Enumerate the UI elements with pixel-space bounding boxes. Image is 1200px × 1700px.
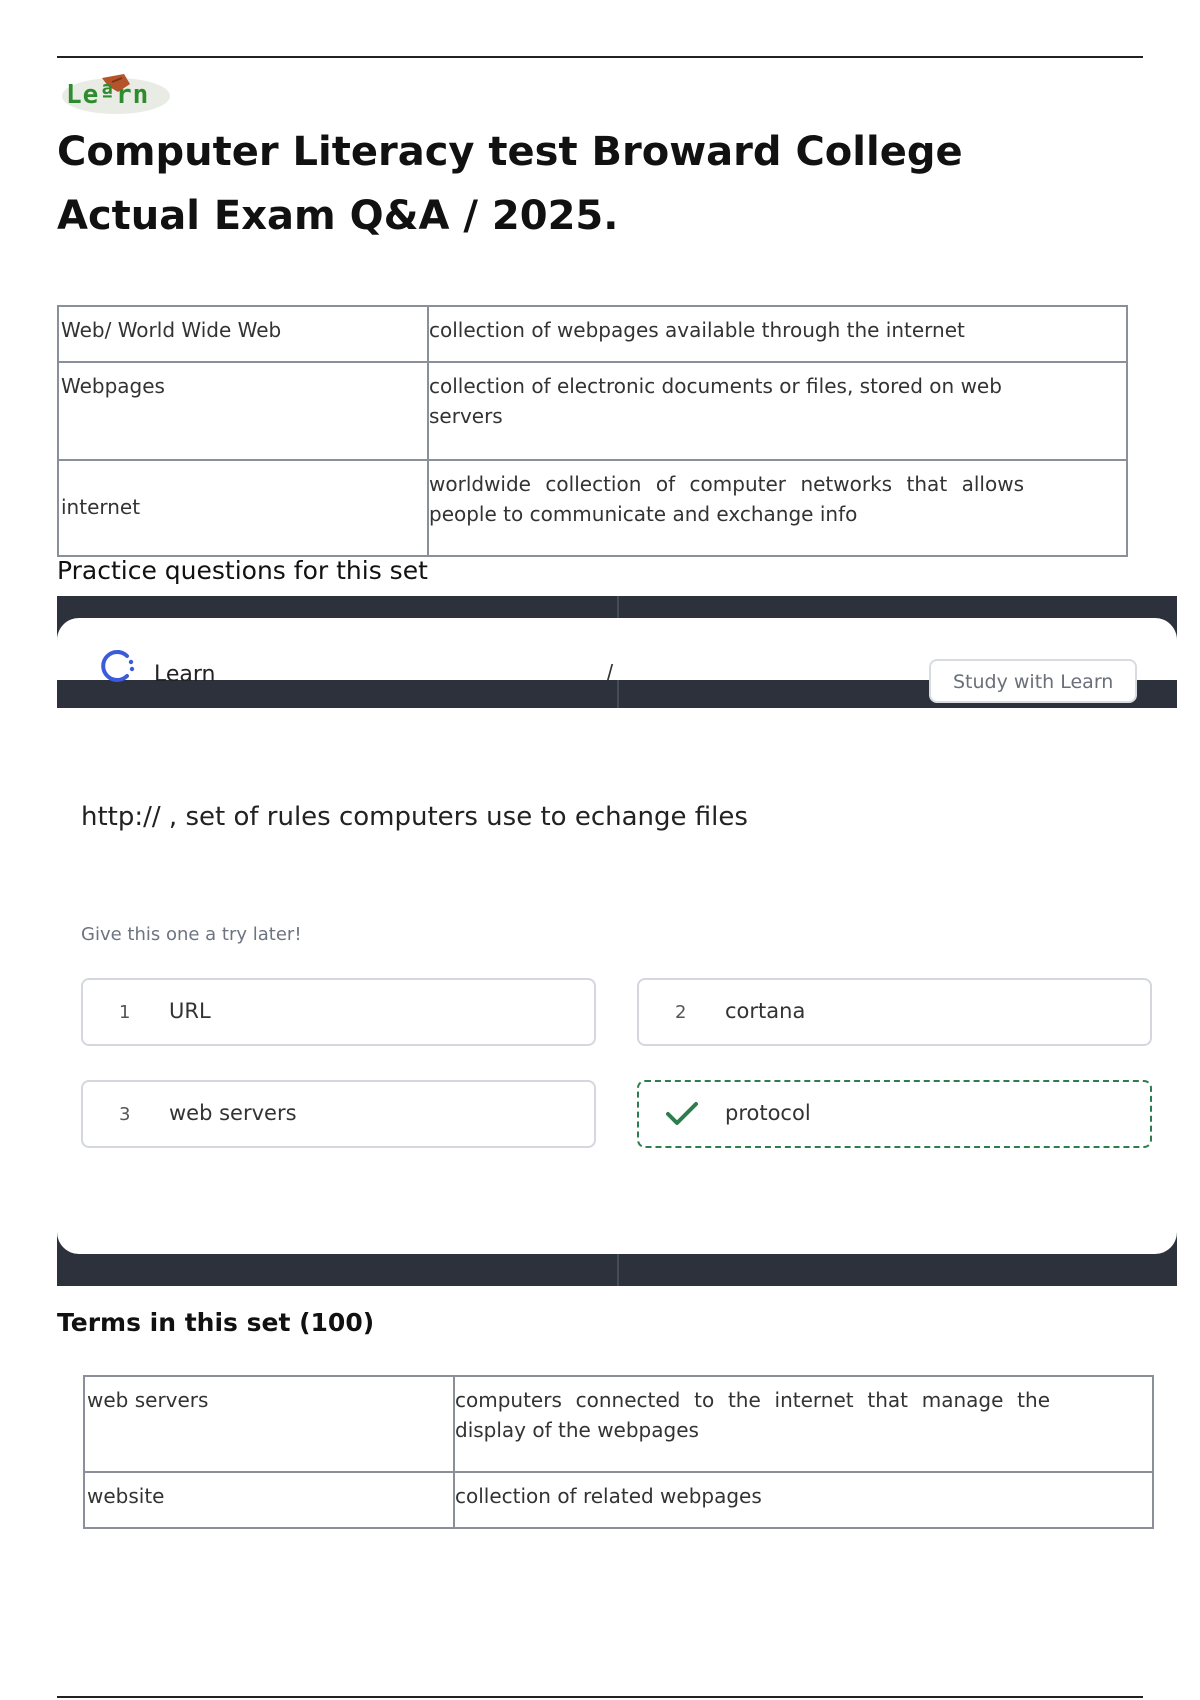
definition-cell <box>454 1472 1153 1528</box>
option-number: 1 <box>119 1002 131 1023</box>
table-row <box>84 1472 1153 1528</box>
top-rule <box>57 56 1143 58</box>
learn-logo <box>60 72 176 116</box>
option-label: cortana <box>725 999 806 1023</box>
learn-brand-icon <box>97 648 137 684</box>
document-title <box>57 120 1057 248</box>
definition-cell <box>454 1376 1153 1472</box>
check-icon <box>665 1100 699 1128</box>
hint-text: Give this one a try later! <box>81 924 302 945</box>
definition-text: collection of related webpages <box>455 1484 762 1508</box>
definition-cell <box>428 362 1127 460</box>
definition-text: computers connected to the internet that manage the display of the webpages <box>455 1388 1050 1442</box>
answer-option-1[interactable] <box>81 978 596 1046</box>
answer-option-3[interactable] <box>81 1080 596 1148</box>
title-line-1: Computer Literacy test Broward College <box>57 129 963 175</box>
question-text: http:// , set of rules computers use to echange files <box>81 802 748 832</box>
top-terms-table <box>57 305 1128 557</box>
logo-text: Leªrn <box>66 80 150 110</box>
practice-card <box>57 596 1177 1286</box>
term-cell: internet <box>58 460 428 556</box>
terms-table <box>83 1375 1154 1529</box>
bottom-rule <box>57 1696 1143 1698</box>
term-cell: Web/ World Wide Web <box>58 306 428 362</box>
practice-label: Practice questions for this set <box>57 556 428 585</box>
term-cell: website <box>84 1472 454 1528</box>
term-cell: Webpages <box>58 362 428 460</box>
option-label: protocol <box>725 1101 811 1125</box>
option-number: 3 <box>119 1104 131 1125</box>
table-row <box>58 306 1127 362</box>
definition-text: collection of electronic documents or files, stored on web servers <box>429 374 1002 428</box>
option-label: web servers <box>169 1101 297 1125</box>
option-label: URL <box>169 999 211 1023</box>
option-number: 2 <box>675 1002 687 1023</box>
card-header <box>57 618 1177 693</box>
definition-cell <box>428 306 1127 362</box>
title-line-2: Actual Exam Q&A / 2025. <box>57 193 619 239</box>
brand-name[interactable]: Learn <box>154 662 216 687</box>
definition-cell <box>428 460 1127 556</box>
table-row <box>58 460 1127 556</box>
study-with-learn-button[interactable]: Study with Learn <box>929 659 1137 703</box>
answer-option-2[interactable] <box>637 978 1152 1046</box>
definition-text: worldwide collection of computer networks that allows people to communicate and exchange info <box>429 472 1024 526</box>
term-cell: web servers <box>84 1376 454 1472</box>
breadcrumb-separator: / <box>607 660 614 685</box>
terms-heading: Terms in this set (100) <box>57 1308 375 1337</box>
table-row <box>58 362 1127 460</box>
definition-text: collection of webpages available through the internet <box>429 318 965 342</box>
table-row <box>84 1376 1153 1472</box>
answer-option-correct[interactable] <box>637 1080 1152 1148</box>
